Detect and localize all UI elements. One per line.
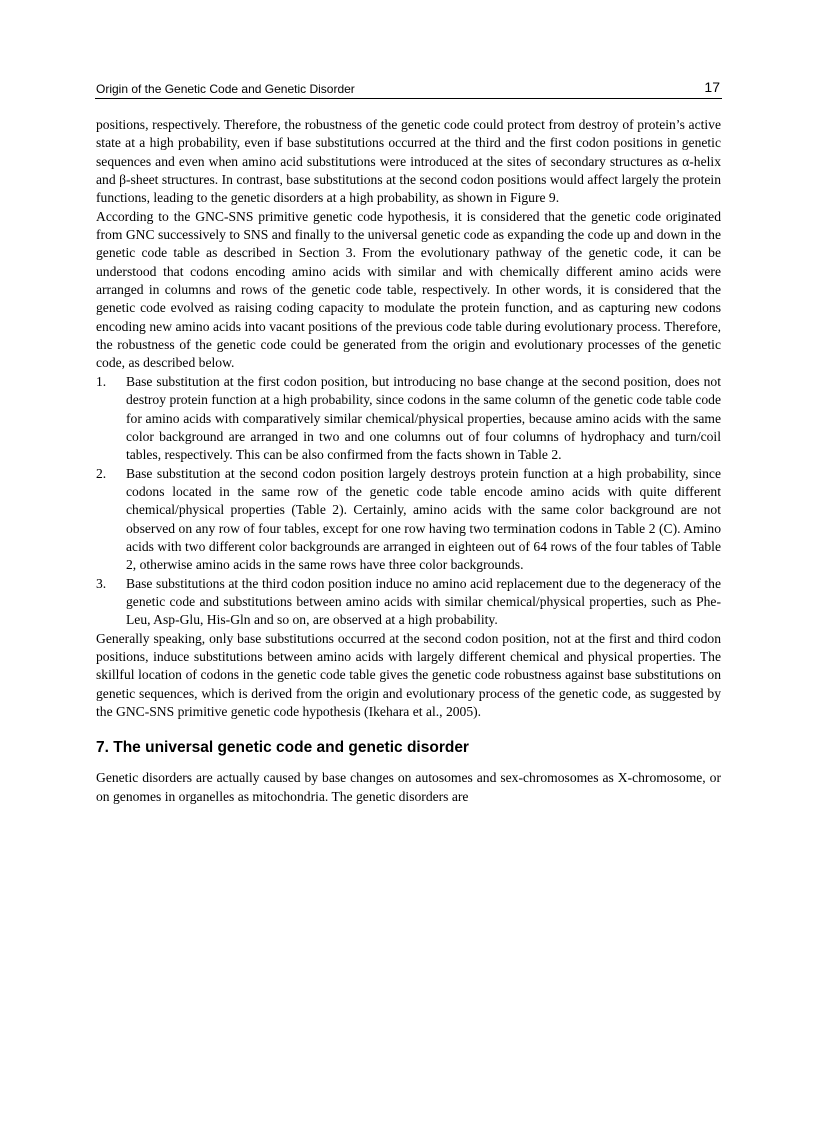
running-header: [95, 80, 722, 99]
numbered-list: [96, 373, 721, 630]
list-item-number: 3.: [96, 575, 107, 591]
body-text: [96, 116, 721, 806]
section-heading: 7. The universal genetic code and genetic disorder: [96, 739, 469, 757]
list-item-text: Base substitutions at the third codon position induce no amino acid replacement due to the degeneracy of the genetic code and substitutions between amino acids with similar chemical/physical properties, such as Phe-Leu, Asp-Glu, His-Gln and so on, are observed at a high probability.: [126, 575, 721, 628]
paragraph-gnc-sns-hypothesis: According to the GNC-SNS primitive genetic code hypothesis, it is considered that the genetic code originated from GNC successively to SNS and finally to the universal genetic code as expanding the code up and down in the genetic code table as described in Section 3. From the evolutionary pathway of the genetic code, it can be understood that codons encoding amino acids with similar and with chemically different amino acids were arranged in columns and rows of the genetic code table, respectively. In other words, it is considered that the genetic code evolved as raising coding capacity to modulate the protein function, and as capturing new codons encoding new amino acids into vacant positions of the previous code table during evolutionary process. Therefore, the robustness of the genetic code could be generated from the origin and evolutionary processes of the genetic code, as described below.: [96, 208, 721, 371]
list-item: [96, 465, 721, 575]
list-item-text: Base substitution at the first codon position, but introducing no base change at the second position, does not destroy protein function at a high probability, since codons in the same column of the genetic code table code for amino acids with comparatively similar chemical/physical properties, because amino acids with the same color background are arranged in two and one columns out of four columns of hydrophacy and turn/coil tables, respectively. This can be also confirmed from the facts shown in Table 2.: [126, 373, 721, 463]
list-item: [96, 373, 721, 465]
list-item: [96, 575, 721, 630]
paragraph-summary: Generally speaking, only base substitutions occurred at the second codon position, not at the first and third codon positions, induce substitutions between amino acids with largely different chemical and physical properties. The skillful location of codons in the genetic code table gives the genetic code robustness against base substitutions on genetic sequences, which is derived from the origin and evolutionary process of the genetic code, as suggested by the GNC-SNS primitive genetic code hypothesis (Ikehara et al., 2005).: [96, 630, 721, 719]
running-header-title: Origin of the Genetic Code and Genetic Disorder: [96, 82, 355, 96]
list-item-number: 2.: [96, 465, 107, 481]
page-number: 17: [704, 79, 720, 95]
paragraph-robustness: positions, respectively. Therefore, the robustness of the genetic code could protect from destroy of protein’s active state at a high probability, even if base substitutions occurred at the third and the first codon positions in genetic sequences and even when amino acid substitutions were introduced at the sites of secondary structures as α-helix and β-sheet structures. In contrast, base substitutions at the second codon positions would affect largely the protein functions, leading to the genetic disorders at a high probability, as shown in Figure 9.: [96, 117, 721, 206]
list-item-number: 1.: [96, 373, 107, 389]
list-item-text: Base substitution at the second codon position largely destroys protein function at a high probability, since codons located in the same row of the genetic code table encode amino acids with quite different chemical/physical properties (Table 2). Certainly, amino acids with the same color background are not observed on any row of four tables, except for one row having two termination codons in Table 2 (C). Amino acids with two different color backgrounds are arranged in eighteen out of 64 rows of the four tables of Table 2, otherwise amino acids in the same rows have three color backgrounds.: [126, 465, 721, 573]
paragraph-genetic-disorders: Genetic disorders are actually caused by base changes on autosomes and sex-chromosomes as X-chromosome, or on genomes in organelles as mitochondria. The genetic disorders are: [96, 770, 721, 804]
